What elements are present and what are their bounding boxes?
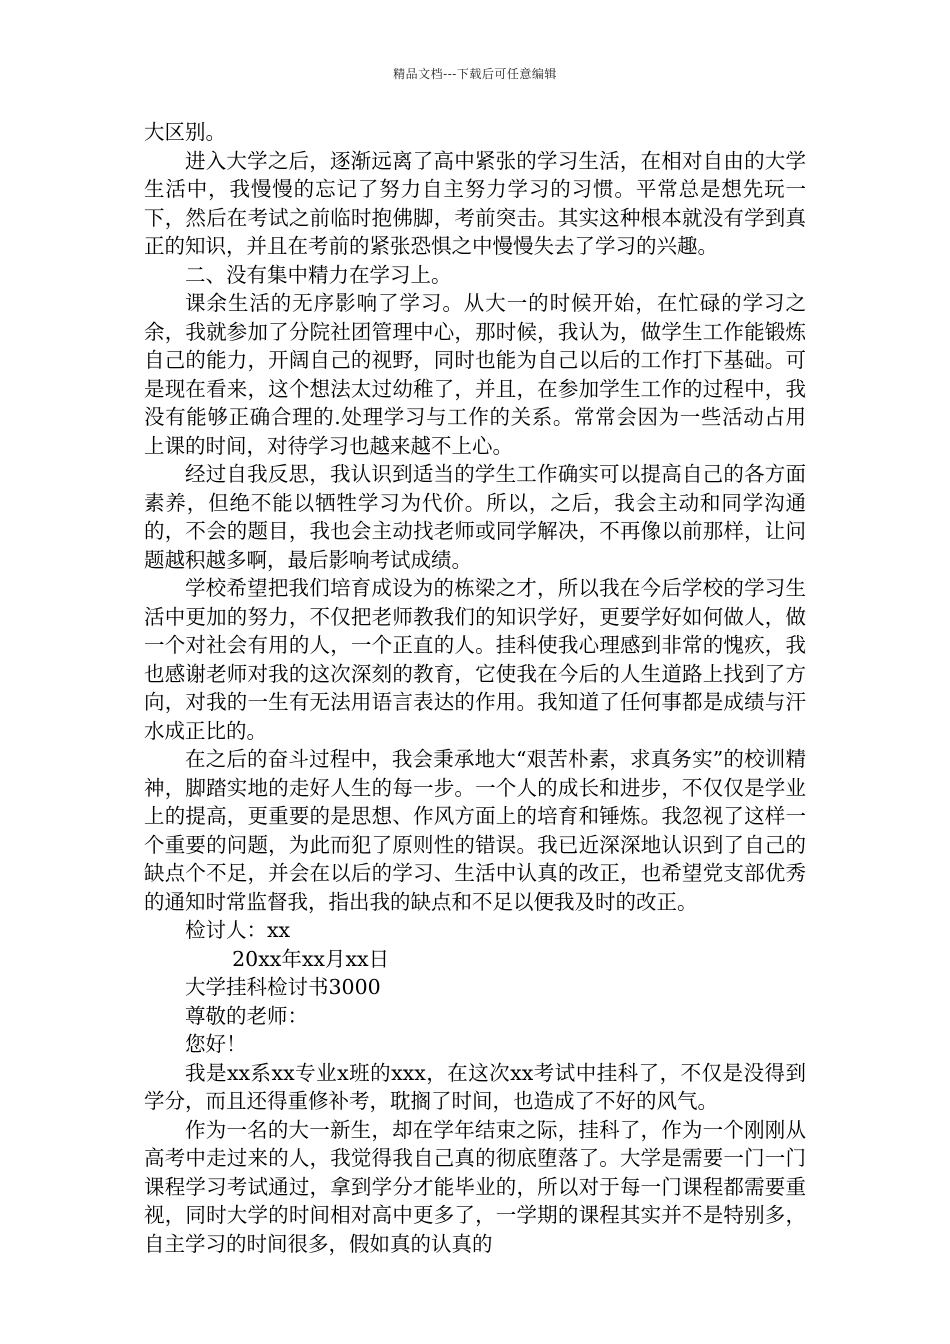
document-title: 大学挂科检讨书3000	[185, 975, 381, 999]
paragraph: 大区别。	[144, 120, 226, 144]
paragraph: 作为一名的大一新生，却在学年结束之际，挂科了，作为一个刚刚从高考中走过来的人，我觉得我自己真的彻底堕落了。大学是需要一门一门课程学习考试通过，拿到学分才能毕业的，所以对于每一门课程都需要重视，同时大学的时间相对高中更多了，一学期的课程其实并不是特别多，自主学习的时间很多，假如真的认真的	[144, 1117, 806, 1256]
paragraph: 进入大学之后，逐渐远离了高中紧张的学习生活，在相对自由的大学生活中，我慢慢的忘记了努力自主努力学习的习惯。平常总是想先玩一下，然后在考试之前临时抱佛脚，考前突击。其实这种根本就没有学到真正的知识，并且在考前的紧张恐惧之中慢慢失去了学习的兴趣。	[144, 148, 806, 258]
paragraph: 我是xx系xx专业x班的xxx，在这次xx考试中挂科了，不仅是没得到学分，而且还得重修补考，耽搁了时间，也造成了不好的风气。	[144, 1060, 806, 1113]
document-body	[144, 118, 806, 1258]
signature-line: 检讨人：xx	[185, 918, 291, 942]
paragraph: 在之后的奋斗过程中，我会秉承地大“艰苦朴素，求真务实”的校训精神，脚踏实地的走好人生的每一步。一个人的成长和进步，不仅仅是学业上的提高，更重要的是思想、作风方面上的培育和锤炼。我忽视了这样一个重要的问题，为此而犯了原则性的错误。我已近深深地认识到了自己的缺点个不足，并会在以后的学习、生活中认真的改正，也希望党支部优秀的通知时常监督我，指出我的缺点和不足以便我及时的改正。	[144, 747, 806, 914]
paragraph: 学校希望把我们培育成设为的栋梁之才，所以我在今后学校的学习生活中更加的努力，不仅把老师教我们的知识学好，更要学好如何做人，做一个对社会有用的人，一个正直的人。挂科使我心理感到非常的愧疚，我也感谢老师对我的这次深刻的教育，它使我在今后的人生道路上找到了方向，对我的一生有无法用语言表达的作用。我知道了任何事都是成绩与汗水成正比的。	[144, 576, 806, 743]
paragraph: 经过自我反思，我认识到适当的学生工作确实可以提高自己的各方面素养，但绝不能以牺牲学习为代价。所以，之后，我会主动和同学沟通的，不会的题目，我也会主动找老师或同学解决，不再像以前那样，让问题越积越多啊，最后影响考试成绩。	[144, 462, 806, 572]
greeting: 您好！	[185, 1032, 247, 1056]
section-heading: 二、没有集中精力在学习上。	[185, 262, 452, 287]
paragraph: 课余生活的无序影响了学习。从大一的时候开始，在忙碌的学习之余，我就参加了分院社团管理中心，那时候，我认为，做学生工作能锻炼自己的能力，开阔自己的视野，同时也能为自己以后的工作打下基础。可是现在看来，这个想法太过幼稚了，并且，在参加学生工作的过程中，我没有能够正确合理的.处理学习与工作的关系。常常会因为一些活动占用上课的时间，对待学习也越来越不上心。	[144, 291, 806, 458]
date-line: 20xx年xx月xx日	[232, 946, 390, 971]
page-header: 精品文档---下载后可任意编辑	[393, 67, 557, 81]
salutation: 尊敬的老师：	[185, 1003, 308, 1028]
